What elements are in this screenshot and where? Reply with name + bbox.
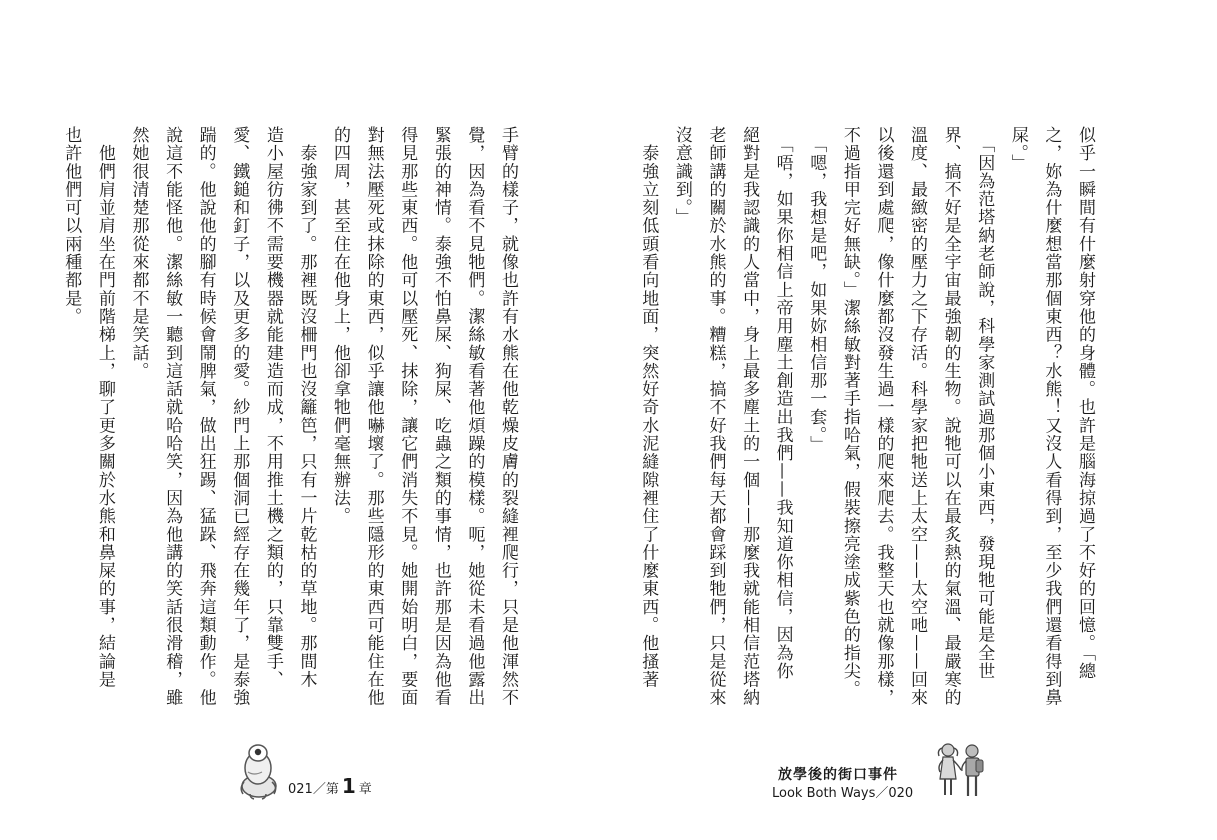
- text-line: 以後還到處爬，像什麼都沒發生過一樣的爬來爬去。我整天也就像那樣，: [873, 126, 894, 707]
- text-line: 溫度、最緻密的壓力之下存活。科學家把牠送上太空——太空吔——回來: [907, 126, 928, 707]
- text-line: 然她很清楚那從來都不是笑話。: [128, 126, 149, 381]
- text-line: 他們肩並肩坐在門前階梯上，聊了更多關於水熊和鼻屎的事，結論是: [94, 126, 115, 689]
- text-line: 手臂的樣子，就像也許有水熊在他乾燥皮膚的裂縫裡爬行，只是他渾然不: [498, 126, 518, 707]
- text-line: 泰強立刻低頭看向地面，突然好奇水泥縫隙裡住了什麼東西。他搔著: [638, 126, 659, 689]
- text-line: 得見那些東西。他可以壓死、抹除，讓它們消失不見。她開始明白，要面: [397, 126, 418, 707]
- right-page-text: [638, 126, 1101, 707]
- text-line: 界、搞不好是全宇宙最強韌的生物。說牠可以在最炙熱的氣溫、最嚴寒的: [940, 126, 961, 707]
- book-subtitle-page-number: Look Both Ways／020: [772, 786, 914, 801]
- text-line: 不過指甲完好無缺。」潔絲敏對著手指哈氣，假裝擦亮塗成紫色的指尖。: [839, 126, 860, 699]
- text-line: 「唔，如果你相信上帝用塵土創造出我們——我知道你相信，因為你: [772, 126, 793, 681]
- text-line: 「嗯，我想是吧，如果妳相信那一套。」: [806, 126, 827, 454]
- text-line: 說這不能怪他。潔絲敏一聽到這話就哈哈笑，因為他講的笑話很滑稽，雖: [162, 126, 183, 707]
- water-bear-mascot-icon: [236, 742, 282, 800]
- page-number: [288, 774, 372, 798]
- text-line: 之，妳為什麼想當那個東西？水熊！又沒人看得到，至少我們還看得到鼻: [1041, 126, 1062, 707]
- book-title: 放學後的街口事件: [778, 767, 898, 783]
- text-line: 老師講的關於水熊的事。糟糕，搞不好我們每天都會踩到牠們，只是從來: [705, 126, 726, 707]
- page-number-text: 021／第: [288, 782, 339, 797]
- text-line: 造小屋彷彿不需要機器就能建造而成，不用推土機之類的，只靠雙手、: [262, 126, 283, 689]
- left-page-text: [61, 126, 524, 707]
- text-line: 似乎一瞬間有什麼射穿他的身體。也許是腦海掠過了不好的回憶。「總: [1075, 126, 1095, 681]
- chapter-word: 章: [358, 782, 372, 797]
- text-line: 絕對是我認識的人當中，身上最多塵土的一個——那麼我就能相信范塔納: [739, 126, 760, 707]
- text-line: 對無法壓死或抹除的東西，似乎讓他嚇壞了。那些隱形的東西可能住在他: [363, 126, 384, 707]
- text-line: 「因為范塔納老師說，科學家測試過那個小東西，發現牠可能是全世: [974, 126, 995, 681]
- text-line: 緊張的神情。泰強不怕鼻屎、狗屎、吃蟲之類的事情，也許那是因為他看: [430, 126, 451, 707]
- text-line: 踹的。他說他的腳有時候會鬧脾氣，做出狂踢、猛跺、飛奔這類動作。他: [195, 126, 216, 707]
- left-page: [0, 0, 608, 840]
- text-line: 覺，因為看不見牠們。潔絲敏看著他煩躁的模樣。呃，她從未看過他露出: [464, 126, 485, 707]
- text-line: 屎。」: [1007, 126, 1028, 172]
- two-kids-icon: [932, 740, 992, 802]
- text-line: 的四周，甚至住在他身上，他卻拿牠們毫無辦法。: [330, 126, 351, 526]
- text-line: 愛、鐵鎚和釘子，以及更多的愛。紗門上那個洞已經存在幾年了，是泰強: [229, 126, 250, 707]
- right-page: [609, 0, 1217, 840]
- text-line: 沒意識到。」: [671, 126, 692, 227]
- right-page-footer: [760, 740, 1000, 810]
- text-line: 泰強家到了。那裡既沒柵門也沒籬笆，只有一片乾枯的草地。那間木: [296, 126, 317, 689]
- text-line: 也許他們可以兩種都是。: [61, 126, 82, 326]
- chapter-number: 1: [341, 774, 356, 798]
